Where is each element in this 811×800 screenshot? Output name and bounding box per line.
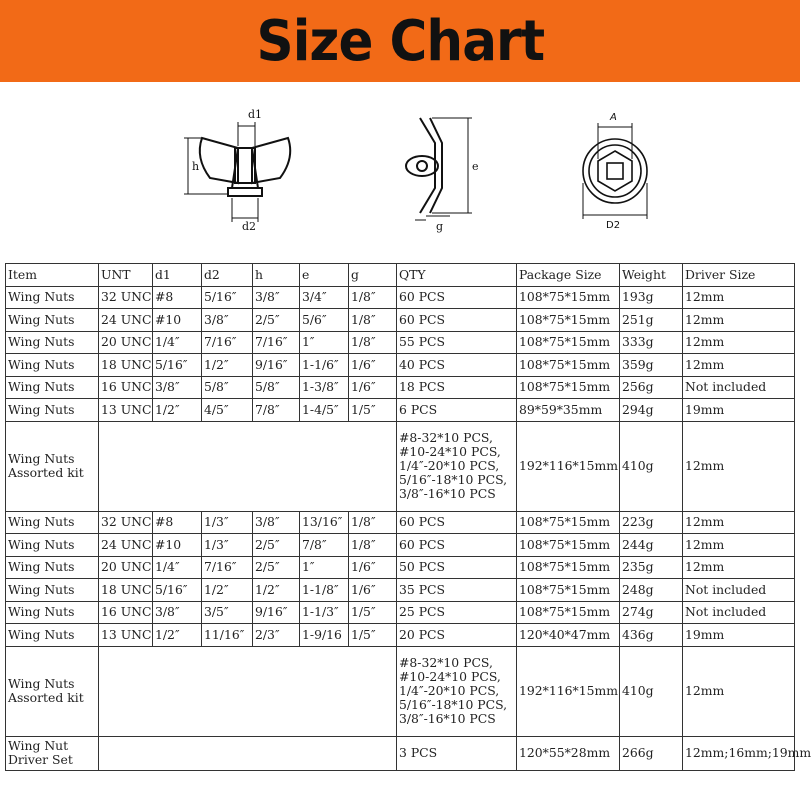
cell-d2: 1/3″ [202,534,253,557]
cell-package-size: 120*40*47mm [517,624,620,647]
cell-d1: 5/16″ [153,354,202,377]
cell-d2: 1/2″ [202,579,253,602]
cell-weight: 256g [620,376,683,399]
qty-line: 5/16″-18*10 PCS, [399,697,508,712]
cell-d1: 1/2″ [153,399,202,422]
qty-line: #8-32*10 PCS, [399,430,493,445]
cell-driver-size: 12mm [683,646,795,736]
cell-driver-size: 12mm [683,286,795,309]
cell-e: 1-1/8″ [300,579,349,602]
cell-g: 1/8″ [349,511,397,534]
table-row [6,286,795,309]
cell-h: 1/2″ [253,579,300,602]
cell-d2: 7/16″ [202,331,253,354]
cell-qty: 50 PCS [397,556,517,579]
header-package-size: Package Size [517,264,620,287]
cell-package-size: 108*75*15mm [517,331,620,354]
header-item: Item [6,264,99,287]
cell-unt: 20 UNC [99,556,153,579]
cell-weight: 248g [620,579,683,602]
cell-weight: 333g [620,331,683,354]
cell-item [6,646,99,736]
cell-d1: 3/8″ [153,376,202,399]
cell-item: Wing Nuts [6,624,99,647]
header-g: g [349,264,397,287]
cell-item: Wing Nuts [6,354,99,377]
cell-h: 2/5″ [253,556,300,579]
header-e: e [300,264,349,287]
cell-item: Wing Nuts [6,511,99,534]
cell-driver-size: Not included [683,376,795,399]
diagram-area [0,88,800,238]
cell-item [6,736,99,770]
cell-g: 1/6″ [349,354,397,377]
title-banner [0,0,800,82]
page-title: Size Chart [256,8,544,74]
table-row [6,399,795,422]
table-row-assorted-kit [6,646,795,736]
cell-d1: 5/16″ [153,579,202,602]
cell-unt: 18 UNC [99,354,153,377]
table-row [6,601,795,624]
cell-item: Wing Nuts [6,399,99,422]
cell-e: 3/4″ [300,286,349,309]
cell-d1: 3/8″ [153,601,202,624]
cell-e: 1-4/5″ [300,399,349,422]
cell-item: Wing Nuts [6,376,99,399]
cell-d2: 5/16″ [202,286,253,309]
label-d1: d1 [248,108,263,121]
cell-unt: 16 UNC [99,376,153,399]
cell-weight: 244g [620,534,683,557]
cell-package-size: 108*75*15mm [517,579,620,602]
table-body [6,264,811,771]
table-row [6,331,795,354]
table-header-row [6,264,795,287]
cell-package-size: 108*75*15mm [517,511,620,534]
table-row-driver-set [6,736,795,770]
cell-qty: 35 PCS [397,579,517,602]
wing-nut-front-diagram [180,98,310,233]
item-text-line: Assorted kit [8,465,84,480]
label-h: h [192,160,200,173]
cell-d1: #10 [153,534,202,557]
cell-blank [99,736,397,770]
cell-unt: 32 UNC [99,511,153,534]
cell-unt: 16 UNC [99,601,153,624]
cell-e: 13/16″ [300,511,349,534]
cell-unt: 13 UNC [99,399,153,422]
cell-e: 5/6″ [300,309,349,332]
cell-qty: 60 PCS [397,286,517,309]
cell-weight: 251g [620,309,683,332]
header-driver-size: Driver Size [683,264,795,287]
cell-qty: 40 PCS [397,354,517,377]
cell-g: 1/5″ [349,624,397,647]
label-d2: d2 [242,220,257,233]
cell-qty: 60 PCS [397,534,517,557]
cell-item: Wing Nuts [6,579,99,602]
cell-g: 1/5″ [349,399,397,422]
cell-d2: 11/16″ [202,624,253,647]
cell-d2: 1/3″ [202,511,253,534]
cell-d2: 3/8″ [202,309,253,332]
cell-package-size: 120*55*28mm [517,736,620,770]
table-row [6,354,795,377]
header-d1: d1 [153,264,202,287]
qty-line: #10-24*10 PCS, [399,444,501,459]
cell-h: 3/8″ [253,286,300,309]
table-row [6,376,795,399]
cell-weight: 410g [620,646,683,736]
cell-qty [397,421,517,511]
cell-d2: 3/5″ [202,601,253,624]
cell-qty: 3 PCS [397,736,517,770]
cell-d2: 4/5″ [202,399,253,422]
cell-driver-size: 12mm [683,534,795,557]
cell-g: 1/8″ [349,309,397,332]
cell-e: 1″ [300,331,349,354]
cell-weight: 223g [620,511,683,534]
cell-weight: 235g [620,556,683,579]
label-D2: D2 [606,220,621,231]
item-text-line: Assorted kit [8,690,84,705]
cell-g: 1/6″ [349,579,397,602]
cell-d2: 5/8″ [202,376,253,399]
cell-weight: 436g [620,624,683,647]
qty-line: 1/4″-20*10 PCS, [399,458,500,473]
header-d2: d2 [202,264,253,287]
cell-driver-size: 12mm [683,556,795,579]
table-row [6,534,795,557]
size-table [5,263,811,771]
item-text-line: Wing Nuts [8,676,75,691]
qty-line: 3/8″-16*10 PCS [399,486,496,501]
cell-qty: 60 PCS [397,511,517,534]
cell-h: 2/5″ [253,309,300,332]
qty-line: 1/4″-20*10 PCS, [399,683,500,698]
cell-qty [397,646,517,736]
cell-weight: 294g [620,399,683,422]
cell-d2: 1/2″ [202,354,253,377]
cell-driver-size: 19mm [683,624,795,647]
cell-item: Wing Nuts [6,286,99,309]
cell-package-size: 108*75*15mm [517,376,620,399]
cell-d1: #8 [153,511,202,534]
cell-h: 5/8″ [253,376,300,399]
label-e: e [472,160,479,173]
cell-g: 1/6″ [349,376,397,399]
cell-qty: 18 PCS [397,376,517,399]
cell-e: 7/8″ [300,534,349,557]
cell-driver-size: 12mm [683,309,795,332]
cell-d1: #8 [153,286,202,309]
cell-weight: 410g [620,421,683,511]
cell-item: Wing Nuts [6,309,99,332]
header-unt: UNT [99,264,153,287]
cell-h: 7/8″ [253,399,300,422]
cell-qty: 20 PCS [397,624,517,647]
qty-line: #10-24*10 PCS, [399,669,501,684]
cell-item: Wing Nuts [6,534,99,557]
cell-item [6,421,99,511]
qty-line: #8-32*10 PCS, [399,655,493,670]
cell-weight: 359g [620,354,683,377]
table-row [6,579,795,602]
cell-d1: #10 [153,309,202,332]
cell-d1: 1/4″ [153,331,202,354]
header-qty: QTY [397,264,517,287]
cell-package-size: 108*75*15mm [517,534,620,557]
cell-unt: 32 UNC [99,286,153,309]
cell-e: 1-1/3″ [300,601,349,624]
cell-e: 1-1/6″ [300,354,349,377]
table-row [6,624,795,647]
cell-item: Wing Nuts [6,601,99,624]
cell-package-size: 108*75*15mm [517,601,620,624]
cell-package-size: 108*75*15mm [517,286,620,309]
qty-line: 3/8″-16*10 PCS [399,711,496,726]
cell-e: 1-3/8″ [300,376,349,399]
cell-blank [99,646,397,736]
cell-package-size: 108*75*15mm [517,309,620,332]
cell-package-size: 89*59*35mm [517,399,620,422]
table-row [6,511,795,534]
socket-diagram [570,103,660,233]
cell-h: 2/5″ [253,534,300,557]
cell-weight: 274g [620,601,683,624]
cell-package-size: 192*116*15mm [517,646,620,736]
cell-package-size: 192*116*15mm [517,421,620,511]
cell-qty: 60 PCS [397,309,517,332]
item-text-line: Wing Nuts [8,451,75,466]
cell-blank [99,421,397,511]
cell-h: 9/16″ [253,601,300,624]
cell-h: 2/3″ [253,624,300,647]
table-row [6,556,795,579]
cell-weight: 266g [620,736,683,770]
cell-qty: 55 PCS [397,331,517,354]
cell-driver-size: 12mm [683,511,795,534]
cell-package-size: 108*75*15mm [517,354,620,377]
qty-line: 5/16″-18*10 PCS, [399,472,508,487]
cell-d2: 7/16″ [202,556,253,579]
cell-item: Wing Nuts [6,331,99,354]
cell-unt: 18 UNC [99,579,153,602]
cell-g: 1/8″ [349,534,397,557]
cell-qty: 25 PCS [397,601,517,624]
cell-e: 1″ [300,556,349,579]
cell-driver-size: Not included [683,579,795,602]
item-text-line: Driver Set [8,752,73,767]
header-weight: Weight [620,264,683,287]
label-A: A [610,112,617,123]
cell-e: 1-9/16 [300,624,349,647]
cell-unt: 24 UNC [99,534,153,557]
cell-unt: 24 UNC [99,309,153,332]
cell-driver-size: 12mm [683,421,795,511]
label-g: g [436,220,444,233]
cell-g: 1/8″ [349,286,397,309]
cell-package-size: 108*75*15mm [517,556,620,579]
cell-driver-size: 12mm [683,331,795,354]
table-row-assorted-kit [6,421,795,511]
cell-unt: 13 UNC [99,624,153,647]
cell-h: 3/8″ [253,511,300,534]
cell-h: 9/16″ [253,354,300,377]
cell-driver-size: 12mm [683,354,795,377]
item-text-line: Wing Nut [8,738,69,753]
cell-driver-size: 19mm [683,399,795,422]
cell-weight: 193g [620,286,683,309]
cell-driver-size: 12mm;16mm;19mm [683,736,795,770]
wing-nut-side-diagram [390,108,490,233]
cell-g: 1/8″ [349,331,397,354]
cell-driver-size: Not included [683,601,795,624]
cell-qty: 6 PCS [397,399,517,422]
cell-g: 1/5″ [349,601,397,624]
cell-d1: 1/4″ [153,556,202,579]
cell-unt: 20 UNC [99,331,153,354]
table-row [6,309,795,332]
cell-g: 1/6″ [349,556,397,579]
header-h: h [253,264,300,287]
cell-item: Wing Nuts [6,556,99,579]
cell-h: 7/16″ [253,331,300,354]
cell-d1: 1/2″ [153,624,202,647]
